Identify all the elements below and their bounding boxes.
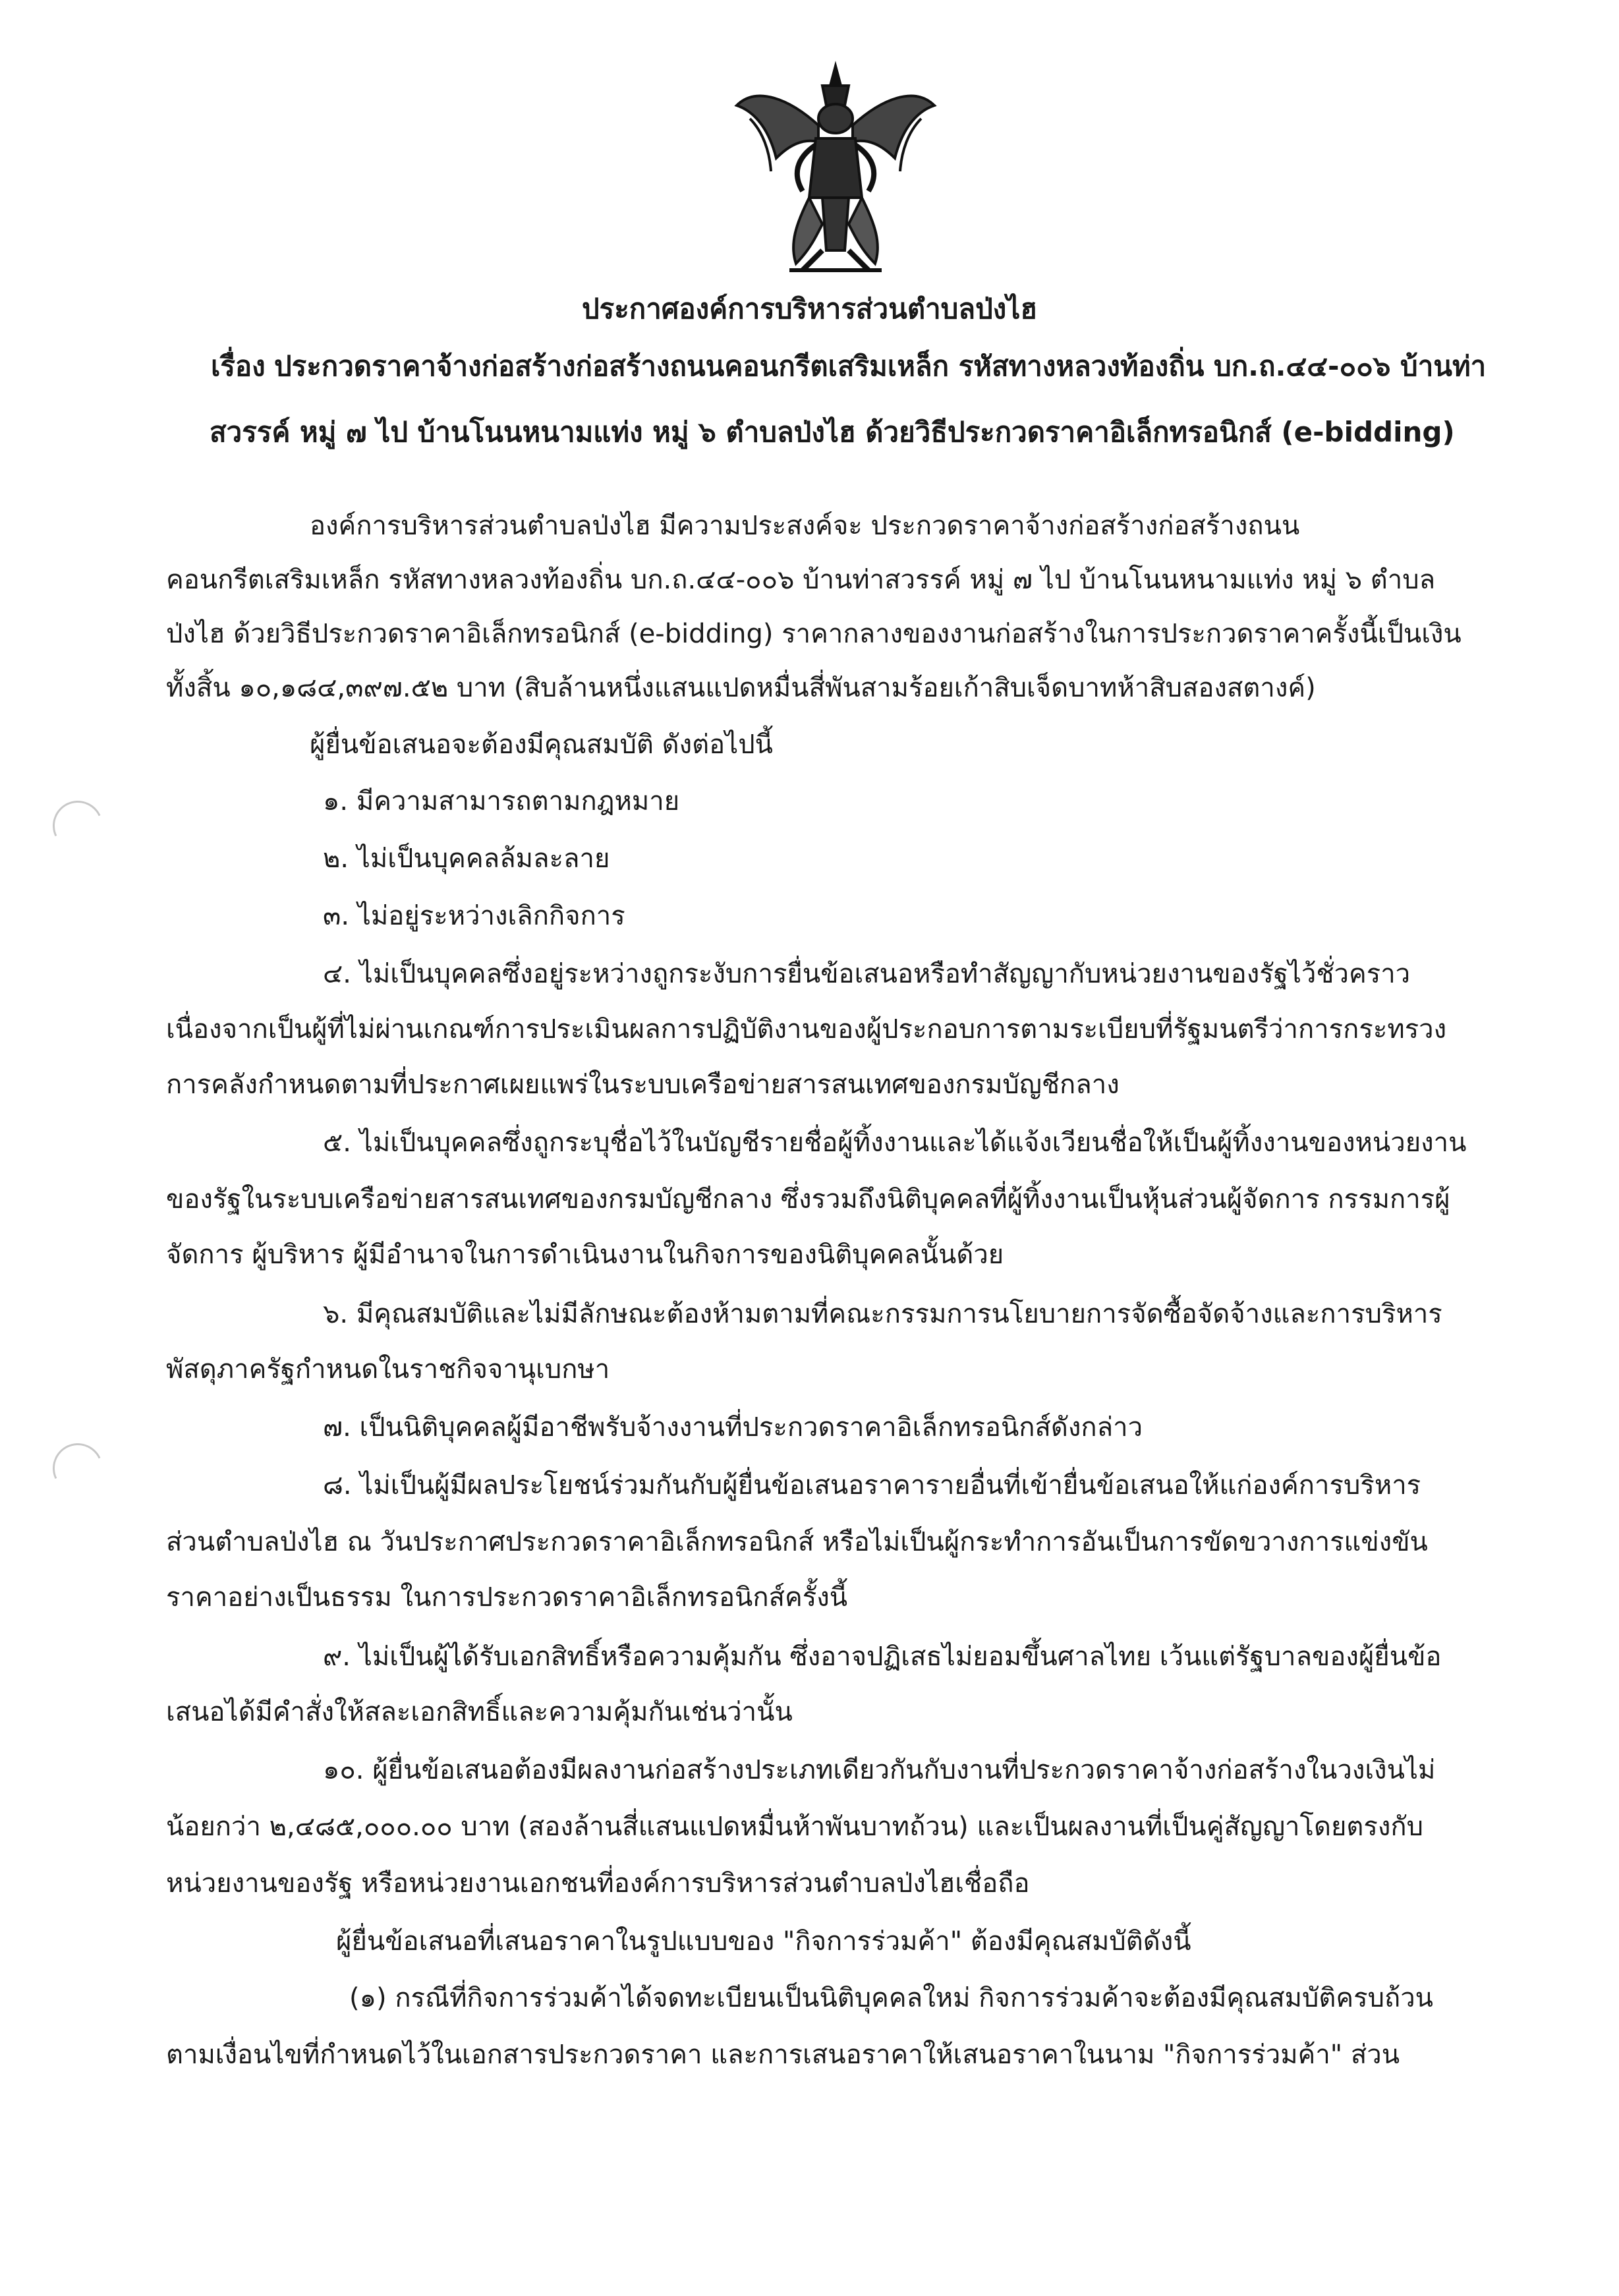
qualification-item: เสนอได้มีคำสั่งให้สละเอกสิทธิ์และความคุ้มกันเช่นว่านั้น [166,1697,793,1727]
document-title: ประกาศองค์การบริหารส่วนตำบลป่งไฮ [581,293,1037,325]
qualification-item: ๒. ไม่เป็นบุคคลล้มละลาย [323,844,610,874]
qualification-item: ๗. เป็นนิติบุคคลผู้มีอาชีพรับจ้างงานที่ประกวดราคาอิเล็กทรอนิกส์ดังกล่าว [323,1412,1143,1443]
qualification-item: ๑. มีความสามารถตามกฎหมาย [323,786,680,817]
qualification-item: พัสดุภาครัฐกำหนดในราชกิจจานุเบกษา [166,1354,610,1385]
qualification-item: ส่วนตำบลป่งไฮ ณ วันประกาศประกวดราคาอิเล็กทรอนิกส์ หรือไม่เป็นผู้กระทำการอันเป็นการขัดขวางการแข่งขัน [166,1527,1428,1557]
qualification-item: หน่วยงานของรัฐ หรือหน่วยงานเอกชนที่องค์การบริหารส่วนตำบลป่งไฮเชื่อถือ [166,1868,1030,1899]
qualification-item: (๑) กรณีที่กิจการร่วมค้าได้จดทะเบียนเป็นนิติบุคคลใหม่ กิจการร่วมค้าจะต้องมีคุณสมบัติครบถ้วน [349,1983,1434,2013]
subject-line-1 [211,348,1486,385]
qualification-item: จัดการ ผู้บริหาร ผู้มีอำนาจในการดำเนินงานในกิจการของนิติบุคคลนั้นด้วย [166,1240,1004,1270]
qualification-item: ผู้ยื่นข้อเสนอที่เสนอราคาในรูปแบบของ "กิจการร่วมค้า" ต้องมีคุณสมบัติดังนี้ [336,1926,1191,1957]
qualification-item: ๓. ไม่อยู่ระหว่างเลิกกิจการ [323,901,625,931]
qualification-item: ๖. มีคุณสมบัติและไม่มีลักษณะต้องห้ามตามที่คณะกรรมการนโยบายการจัดซื้อจัดจ้างและการบริหาร [323,1299,1442,1329]
subject-text-1: ประกวดราคาจ้างก่อสร้างก่อสร้างถนนคอนกรีตเสริมเหล็ก รหัสทางหลวงท้องถิ่น บก.ถ.๔๔-๐๐๖ บ้านท่า [274,350,1487,382]
intro-line: คอนกรีตเสริมเหล็ก รหัสทางหลวงท้องถิ่น บก.ถ.๔๔-๐๐๖ บ้านท่าสวรรค์ หมู่ ๗ ไป บ้านโนนหนามแท่ง หมู่ ๖ ตำบล [166,565,1436,595]
garuda-emblem-icon [730,59,941,277]
intro-line: ป่งไฮ ด้วยวิธีประกวดราคาอิเล็กทรอนิกส์ (e-bidding) ราคากลางของงานก่อสร้างในการประกวดราคาครั้งนี้เป็นเงิน [166,619,1462,649]
intro-line: ทั้งสิ้น ๑๐,๑๘๔,๓๙๗.๕๒ บาท (สิบล้านหนึ่งแสนแปดหมื่นสี่พันสามร้อยเก้าสิบเจ็ดบาทห้าสิบสองสตางค์) [166,673,1316,703]
subject-label: เรื่อง [211,350,266,382]
punch-hole-mark [45,793,109,857]
qualification-item: ๘. ไม่เป็นผู้มีผลประโยชน์ร่วมกันกับผู้ยื่นข้อเสนอราคารายอื่นที่เข้ายื่นข้อเสนอให้แก่องค์การบริหาร [323,1470,1421,1501]
subject-line-2: สวรรค์ หมู่ ๗ ไป บ้านโนนหนามแท่ง หมู่ ๖ ตำบลป่งไฮ ด้วยวิธีประกวดราคาอิเล็กทรอนิกส์ (e-bidding) [210,416,1455,448]
qualifications-heading: ผู้ยื่นข้อเสนอจะต้องมีคุณสมบัติ ดังต่อไปนี้ [310,730,773,760]
qualification-item: ของรัฐในระบบเครือข่ายสารสนเทศของกรมบัญชีกลาง ซึ่งรวมถึงนิติบุคคลที่ผู้ทิ้งงานเป็นหุ้นส่วนผู้จัดการ กรรมการผู้ [166,1184,1450,1215]
punch-hole-mark [45,1436,109,1500]
qualification-item: ๔. ไม่เป็นบุคคลซึ่งอยู่ระหว่างถูกระงับการยื่นข้อเสนอหรือทำสัญญากับหน่วยงานของรัฐไว้ชั่วคราว [323,959,1411,989]
qualification-item: ราคาอย่างเป็นธรรม ในการประกวดราคาอิเล็กทรอนิกส์ครั้งนี้ [166,1582,848,1613]
intro-line: องค์การบริหารส่วนตำบลป่งไฮ มีความประสงค์จะ ประกวดราคาจ้างก่อสร้างก่อสร้างถนน [310,511,1300,541]
qualification-item: เนื่องจากเป็นผู้ที่ไม่ผ่านเกณฑ์การประเมินผลการปฏิบัติงานของผู้ประกอบการตามระเบียบที่รัฐมนตรีว่าการกระทรวง [166,1014,1447,1045]
qualification-item: ๙. ไม่เป็นผู้ได้รับเอกสิทธิ์หรือความคุ้มกัน ซึ่งอาจปฏิเสธไม่ยอมขึ้นศาลไทย เว้นแต่รัฐบาลของผู้ยื่นข้อ [323,1642,1442,1672]
qualification-item: ๕. ไม่เป็นบุคคลซึ่งถูกระบุชื่อไว้ในบัญชีรายชื่อผู้ทิ้งงานและได้แจ้งเวียนชื่อให้เป็นผู้ทิ้งงานของหน่วยงาน [323,1128,1467,1158]
qualification-item: ตามเงื่อนไขที่กำหนดไว้ในเอกสารประกวดราคา และการเสนอราคาให้เสนอราคาในนาม "กิจการร่วมค้า" ส่วน [166,2040,1400,2070]
qualification-item: น้อยกว่า ๒,๔๘๕,๐๐๐.๐๐ บาท (สองล้านสี่แสนแปดหมื่นห้าพันบาทถ้วน) และเป็นผลงานที่เป็นคู่สัญญาโดยตรงกับ [166,1812,1424,1842]
qualification-item: การคลังกำหนดตามที่ประกาศเผยแพร่ในระบบเครือข่ายสารสนเทศของกรมบัญชีกลาง [166,1070,1120,1100]
qualification-item: ๑๐. ผู้ยื่นข้อเสนอต้องมีผลงานก่อสร้างประเภทเดียวกันกับงานที่ประกวดราคาจ้างก่อสร้างในวงเงินไม่ [323,1755,1436,1785]
